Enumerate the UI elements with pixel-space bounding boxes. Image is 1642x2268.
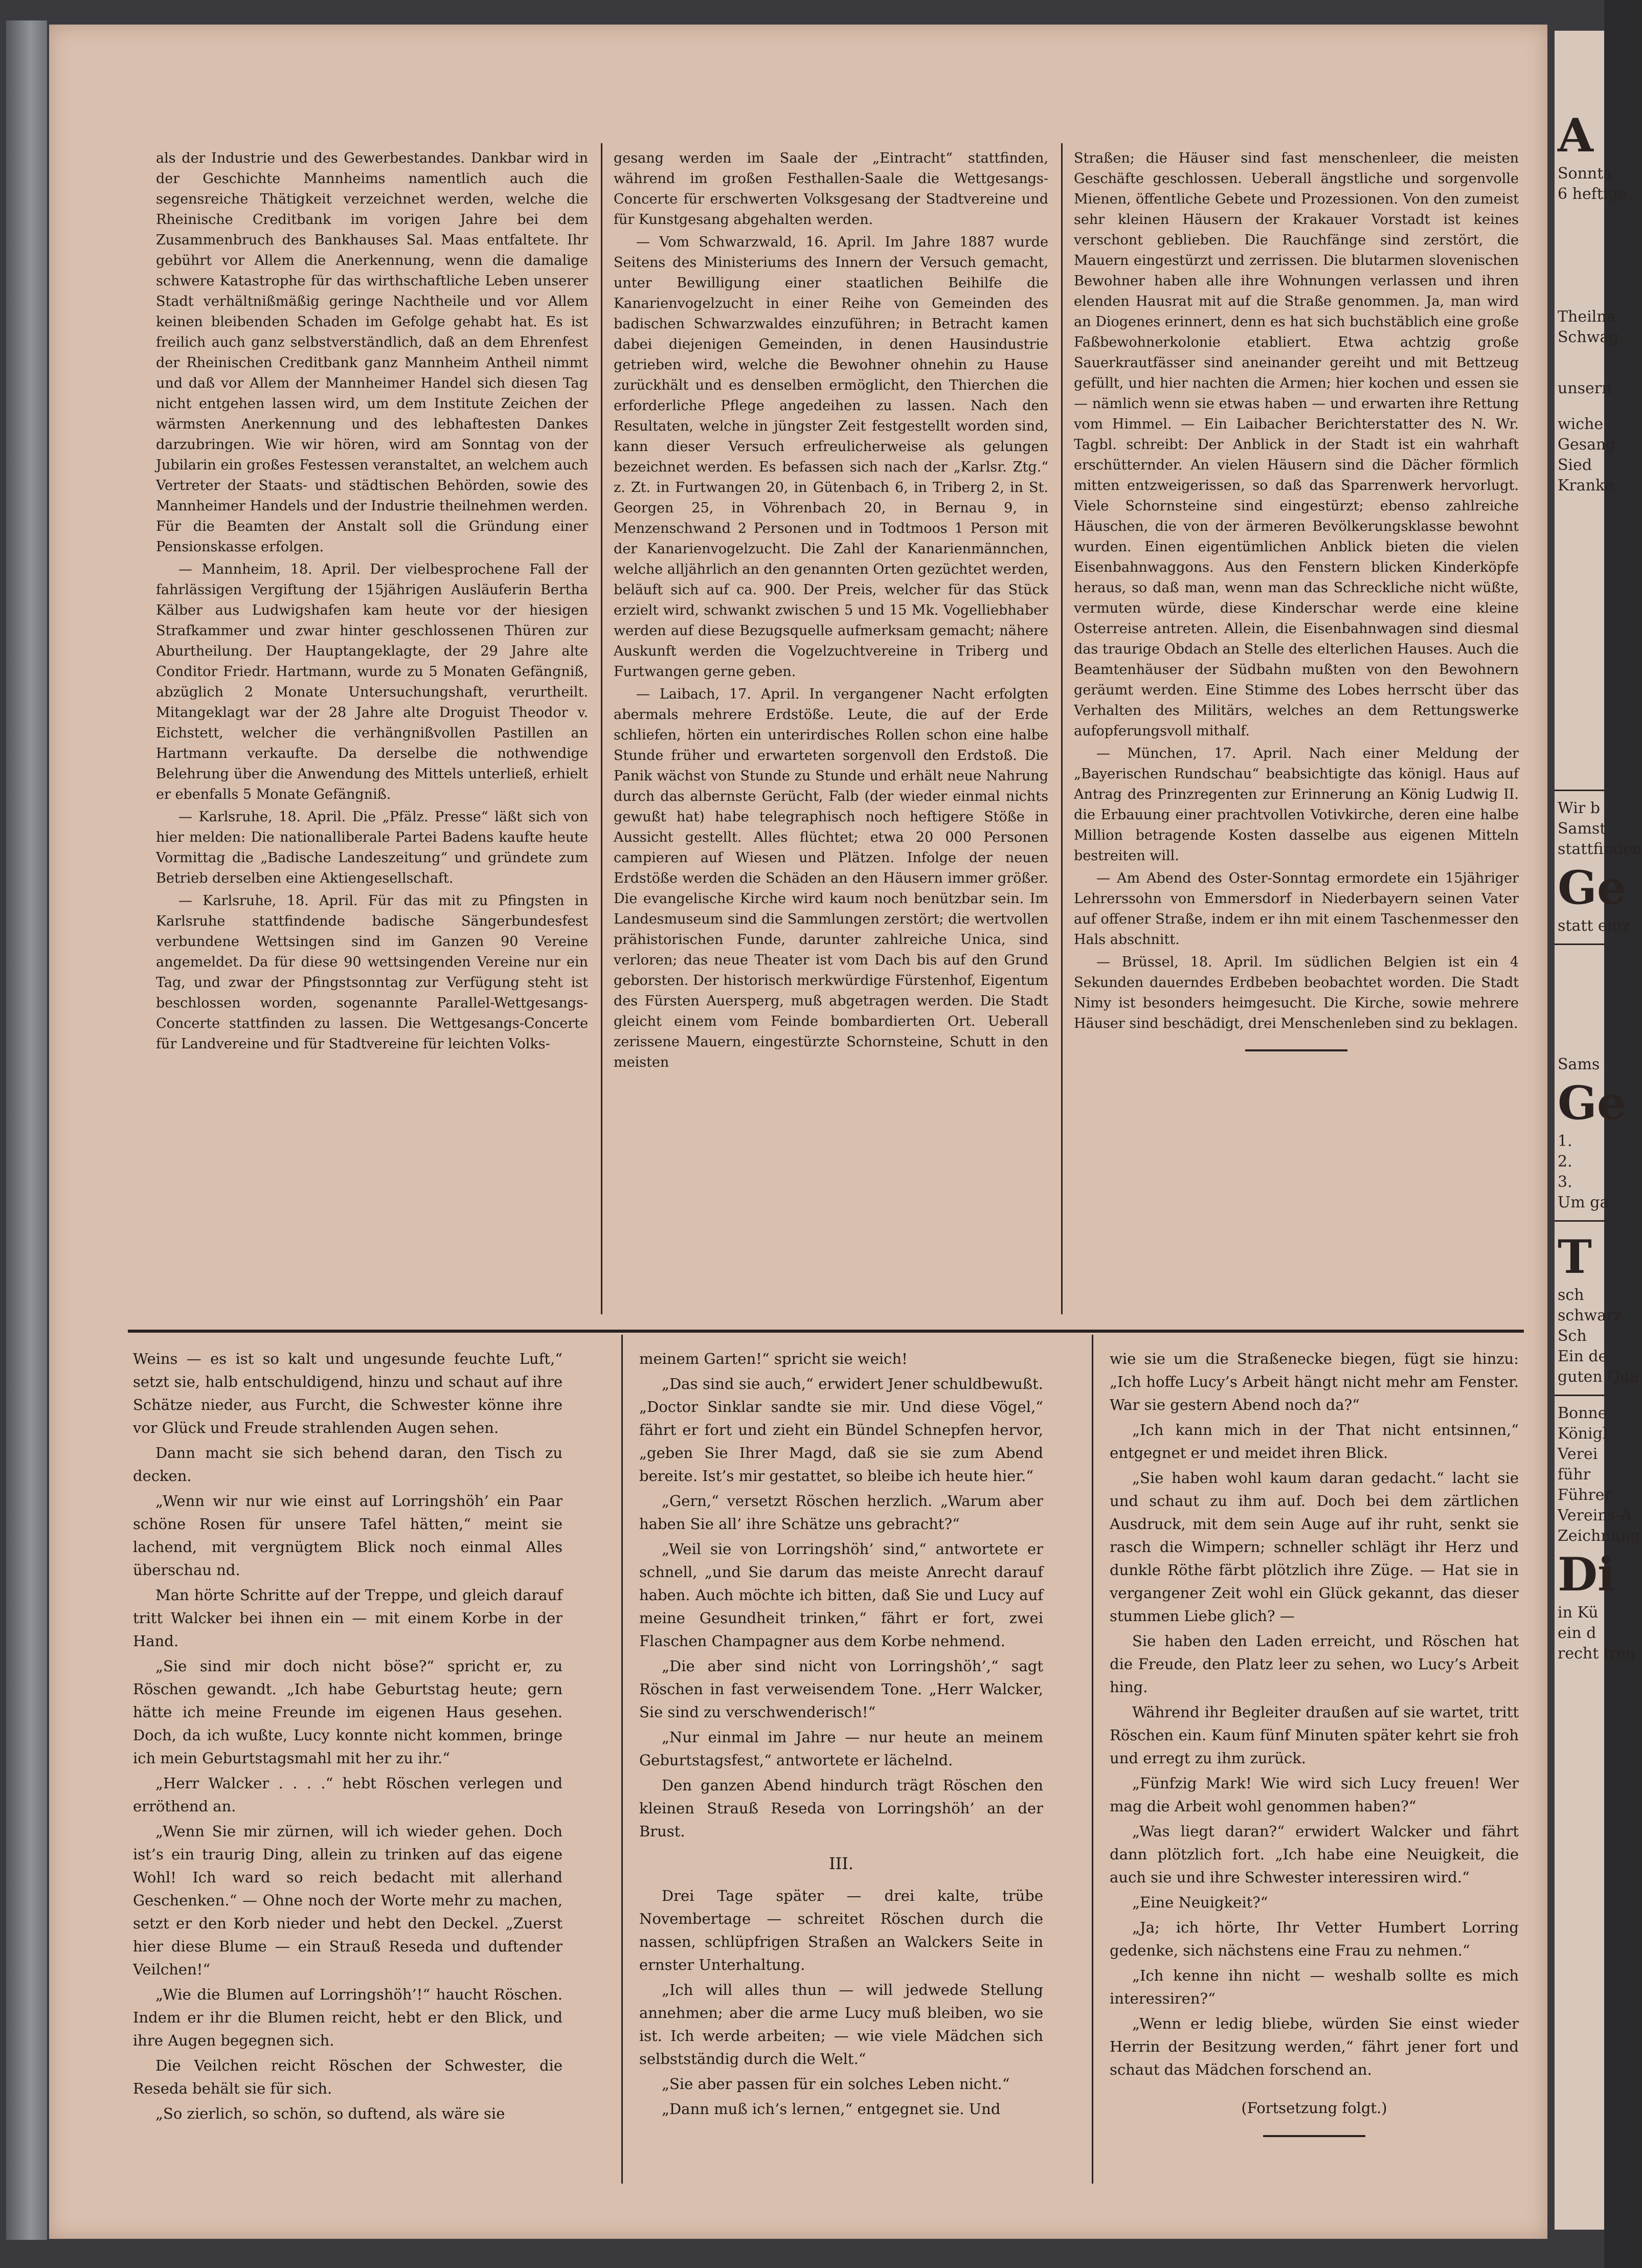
next-page-fragment: Zeichnung	[1558, 1527, 1640, 1545]
next-page-fragment: 3.	[1558, 1173, 1572, 1191]
story-paragraph: „Herr Walcker . . . .“ hebt Röschen verlegen und erröthend an.	[133, 1775, 563, 1815]
column-divider	[1092, 1335, 1093, 2184]
news-paragraph: gesang werden im Saale der „Eintracht“ stattfinden, während im großen Festhallen-Saale die Wettgesangs-Concerte für erschwerten Volksgesang der Stadtvereine und für Kunstgesang abgehalten werden.	[614, 150, 1048, 228]
next-page-fragment: Gesang	[1558, 436, 1616, 454]
story-paragraph: „Sie aber passen für ein solches Leben nicht.“	[662, 2075, 1010, 2093]
next-page-fragment: wiche	[1558, 415, 1604, 433]
next-page-fragment: 1.	[1558, 1132, 1572, 1150]
story-paragraph: „Ich kann mich in der That nicht entsinnen,“ entgegnet er und meidet ihren Blick.	[1110, 1421, 1519, 1462]
feuilleton-column-1	[133, 1348, 563, 2186]
next-page-fragment: Wir b	[1558, 799, 1600, 817]
next-page-rule	[1555, 1220, 1604, 1222]
feuilleton-column-2	[639, 1348, 1043, 2186]
news-paragraph: Straßen; die Häuser sind fast menschenleer, die meisten Geschäfte geschlossen. Ueberall ängstliche und sorgenvolle Mienen, öffentliche Gebete und Prozessionen. Von den zumeist sehr kleinen Häusern der Krakauer Vorstadt ist keines verschont geblieben. Die Rauchfänge sind zerstört, die Mauern eingestürzt und zerrissen. Die blutarmen slovenischen Bewohner haben alle ihre Wohnungen verlassen und ihren elenden Hausrat mit auf die Straße genommen. Ja, man wird an Diogenes erinnert, denn es hat sich buchstäblich eine große Faßbewohnerkolonie etabliert. Etwa achtzig große Sauerkrautfässer sind aneinander gereiht und mit Bettzeug gefüllt, und hier nachten die Armen; hier kochen und essen sie — nämlich wenn sie etwas haben — und erwarten ihre Rettung vom Himmel. — Ein Laibacher Berichterstatter des N. Wr. Tagbl. schreibt: Der Anblick in der Stadt ist ein wahrhaft erschütternder. An vielen Häusern sind die Dächer förmlich mitten entzweigerissen, so daß das Sparrenwerk hervorlugt. Viele Schornsteine sind eingestürzt; ebenso zahlreiche Häuschen, die von der ärmeren Bevölkerungsklasse bewohnt wurden. Einen eigentümlichen Anblick bieten die vielen Eisenbahnwaggons. Aus den Fenstern blicken Kinderköpfe heraus, so daß man, wenn man das Schreckliche nicht wüßte, vermuten würde, diese Kinderschar werde eine kleine Osterreise antreten. Allein, die Eisenbahnwagen sind diesmal das traurige Obdach an Stelle des elterlichen Hauses. Auch die Beamtenhäuser der Südbahn mußten von den Bewohnern geräumt werden. Eine Stimme des Lobes herrscht über das Verhalten des Militärs, welches an dem Rettungswerke aufopferungsvoll mithalf.	[1074, 150, 1519, 739]
next-page-fragment: schwarz	[1558, 1307, 1622, 1324]
adjacent-page-edge	[1555, 31, 1642, 2230]
next-page-fragment: statt einz	[1558, 917, 1630, 935]
news-paragraph: — München, 17. April. Nach einer Meldung der „Bayerischen Rundschau“ beabsichtigte das königl. Haus auf Antrag des Prinzregenten zur Erinnerung an König Ludwig II. die Erbauung einer prachtvollen Votivkirche, deren eine halbe Million betragende Kosten dasselbe aus eigenen Mitteln bestreiten will.	[1074, 746, 1519, 864]
continuation-note: (Fortsetzung folgt.)	[1241, 2099, 1387, 2117]
next-page-fragment: Sonnta	[1558, 165, 1613, 183]
feuilleton-separator-rule	[128, 1330, 1524, 1333]
next-page-fragment: recht freu	[1558, 1645, 1636, 1663]
next-page-fragment: T	[1558, 1230, 1592, 1284]
next-page-rule	[1555, 1395, 1604, 1396]
section-end-rule	[1263, 2135, 1365, 2137]
next-page-fragment: Bonne	[1558, 1404, 1607, 1422]
news-paragraph: — Brüssel, 18. April. Im südlichen Belgien ist ein 4 Sekunden dauerndes Erdbeben beobachtet worden. Die Stadt Nimy ist besonders heimgesucht. Die Kirche, sowie mehrere Häuser sind beschädigt, drei Menschenleben sind zu beklagen.	[1074, 954, 1519, 1031]
story-paragraph: „Die aber sind nicht von Lorringshöh’,“ sagt Röschen in fast verweisendem Tone. „Herr Walcker, Sie sind zu verschwenderisch!“	[639, 1657, 1043, 1721]
story-paragraph: Die Veilchen reicht Röschen der Schwester, die Reseda behält sie für sich.	[133, 2057, 563, 2097]
next-page-fragment: stattfinden	[1558, 840, 1642, 858]
story-paragraph: „Ich kenne ihn nicht — weshalb sollte es mich interessiren?“	[1110, 1967, 1519, 2007]
story-paragraph: „Eine Neuigkeit?“	[1132, 1894, 1268, 1911]
story-paragraph: Dann macht sie sich behend daran, den Tisch zu decken.	[133, 1444, 563, 1485]
next-page-fragment: Ein de	[1558, 1348, 1608, 1365]
next-page-fragment: Sams	[1558, 1056, 1600, 1073]
next-page-fragment: Di	[1558, 1547, 1615, 1602]
next-page-fragment: Ge	[1558, 861, 1627, 915]
next-page-fragment: Sied	[1558, 456, 1592, 474]
story-paragraph: Drei Tage später — drei kalte, trübe Novembertage — schreitet Röschen durch die nassen, schlüpfrigen Straßen an Walckers Seite in ernster Unterhaltung.	[639, 1887, 1043, 1973]
next-page-fragment: Kranke	[1558, 477, 1614, 495]
story-paragraph: meinem Garten!“ spricht sie weich!	[639, 1350, 908, 1367]
story-paragraph: „Dann muß ich’s lernen,“ entgegnet sie. Und	[662, 2100, 1001, 2118]
next-page-fragment: A	[1558, 108, 1593, 163]
story-paragraph: „Sie haben wohl kaum daran gedacht.“ lacht sie und schaut zu ihm auf. Doch bei dem zärtlichen Ausdruck, mit dem sein Auge auf ihr ruht, senkt sie rasch die Wimpern; schneller schlägt ihr Herz und dunkle Röthe färbt plötzlich ihre Züge. — Hat sie in vergangener Zeit wohl ein Glück gekannt, das dieser stummen Liebe glich? —	[1110, 1469, 1519, 1625]
chapter-heading: III.	[828, 1854, 854, 1873]
story-paragraph: „Wenn er ledig bliebe, würden Sie einst wieder Herrin der Besitzung werden,“ fährt jener fort und schaut das Mädchen forschend an.	[1110, 2015, 1519, 2078]
news-paragraph: — Am Abend des Oster-Sonntag ermordete ein 15jähriger Lehrerssohn von Emmersdorf in Niederbayern seinen Vater auf offener Straße, indem er ihn mit einem Taschenmesser den Hals abschnitt.	[1074, 870, 1519, 948]
next-page-fragment: guten Qua	[1558, 1368, 1639, 1386]
next-page-fragment: unsern	[1558, 379, 1612, 397]
next-page-fragment: Schwag	[1558, 328, 1619, 346]
story-paragraph: „Weil sie von Lorringshöh’ sind,“ antwortete er schnell, „und Sie darum das meiste Anrecht darauf haben. Auch möchte ich bitten, daß Sie und Lucy auf meine Gesundheit trinken,“ fährt er fort, zwei Flaschen Champagner aus dem Korbe nehmend.	[639, 1540, 1043, 1650]
story-paragraph: „So zierlich, so schön, so duftend, als wäre sie	[155, 2105, 505, 2122]
news-paragraph: als der Industrie und des Gewerbestandes. Dankbar wird in der Geschichte Mannheims namentlich auch die segensreiche Thätigkeit verzeichnet werden, welche die Rheinische Creditbank im vorigen Jahre bei dem Zusammenbruch des Bankhauses Sal. Maas entfaltete. Ihr gebührt vor Allem die Anerkennung, wenn die damalige schwere Katastrophe für das wirthschaftliche Leben unserer Stadt verhältnißmäßig geringe Nachtheile und vor Allem keinen bleibenden Schaden im Gefolge gehabt hat. Es ist freilich auch ganz selbstverständlich, daß an dem Ehrenfest der Rheinischen Creditbank ganz Mannheim Antheil nimmt und daß vor Allem der Mannheimer Handel sich diesen Tag nicht entgehen lassen wird, um dem Institute Zeichen der wärmsten Anerkennung und des lebhaftesten Dankes darzubringen. Wie wir hören, wird am Sonntag von der Jubilarin ein großes Festessen veranstaltet, an welchem auch Vertreter der Staats- und städtischen Behörden, sowie des Mannheimer Handels und der Industrie theilnehmen werden. Für die Beamten der Anstalt soll die Gründung einer Pensionskasse erfolgen.	[156, 150, 588, 555]
next-page-rule	[1555, 790, 1604, 791]
next-page-fragment: führ	[1558, 1466, 1591, 1484]
story-paragraph: „Sie sind mir doch nicht böse?“ spricht er, zu Röschen gewandt. „Ich habe Geburtstag heute; gern hätte ich meine Freunde im eigenen Haus gesehen. Doch, da ich wußte, Lucy konnte nicht kommen, bringe ich mein Geburtstagsmahl mit her zu ihr.“	[133, 1657, 563, 1767]
news-column-3	[1074, 148, 1519, 1309]
story-paragraph: „Das sind sie auch,“ erwidert Jener schuldbewußt. „Doctor Sinklar sandte sie mir. Und diese Vögel,“ fährt er fort und zieht ein Bündel Schnepfen hervor, „geben Sie Ihrer Magd, daß sie sie zum Abend bereite. Ist’s mir gestattet, so bleibe ich heute hier.“	[639, 1375, 1043, 1485]
next-page-fragment: Ge	[1558, 1076, 1627, 1130]
next-page-fragment: sch	[1558, 1286, 1584, 1304]
story-paragraph: Weins — es ist so kalt und ungesunde feuchte Luft,“ setzt sie, halb entschuldigend, hinzu und schaut auf ihre Schätze nieder, aus Furcht, die Schwester könne ihre vor Glück und Freude strahlenden Augen sehen.	[133, 1350, 563, 1436]
column-divider	[621, 1335, 623, 2184]
news-paragraph: — Laibach, 17. April. In vergangener Nacht erfolgten abermals mehrere Erdstöße. Leute, die auf der Erde schliefen, hörten ein unterirdisches Rollen schon eine halbe Stunde früher und erwarteten sorgenvoll den Erdstoß. Die Panik wächst von Stunde zu Stunde und erhält neue Nahrung durch das albernste Gerücht, Falb (der wieder einmal nichts gewußt hat) habe telegraphisch noch heftigere Stöße in Aussicht gestellt. Alles flüchtet; etwa 20 000 Personen campieren auf Wiesen und Plätzen. Infolge der neuen Erdstöße werden die Schäden an den Häusern immer größer. Die evangelische Kirche wird kaum noch benützbar sein. Im Landesmuseum sind die Sammlungen zerstört; die wertvollen prähistorischen Funde, darunter zahlreiche Unica, sind verloren; das neue Theater ist vom Dach bis auf den Grund geborsten. Der historisch merkwürdige Fürstenhof, Eigentum des Fürsten Auersperg, muß abgetragen werden. Die Stadt gleicht einem vom Feinde bombardierten Ort. Ueberall zerissene Mauern, eingestürzte Schornsteine, Schutt in den meisten	[614, 686, 1048, 1070]
story-paragraph: „Fünfzig Mark! Wie wird sich Lucy freuen! Wer mag die Arbeit wohl genommen haben?“	[1110, 1775, 1519, 1815]
story-paragraph: „Wenn Sie mir zürnen, will ich wieder gehen. Doch ist’s ein traurig Ding, allein zu trinken auf das eigene Wohl! Ich ward so reich bedacht mit allerhand Geschenken.“ — Ohne noch der Worte mehr zu machen, setzt er den Korb nieder und hebt den Deckel. „Zuerst hier diese Blume — ein Strauß Reseda und duftender Veilchen!“	[133, 1823, 563, 1978]
news-paragraph: — Karlsruhe, 18. April. Für das mit zu Pfingsten in Karlsruhe stattfindende badische Sängerbundesfest verbundene Wettsingen sind im Ganzen 90 Vereine angemeldet. Da für diese 90 wettsingenden Vereine nur ein Tag, und zwar der Pfingstsonntag zur Verfügung steht ist beschlossen worden, sogenannte Parallel-Wettgesangs-Concerte stattfinden zu lassen. Die Wettgesangs-Concerte für Landvereine und für Stadtvereine für leichten Volks-	[156, 893, 588, 1052]
section-end-rule	[1245, 1049, 1347, 1051]
next-page-fragment: Königl.	[1558, 1425, 1612, 1443]
feuilleton-column-3	[1110, 1348, 1519, 2186]
story-paragraph: Den ganzen Abend hindurch trägt Röschen den kleinen Strauß Reseda von Lorringshöh’ an der Brust.	[639, 1777, 1043, 1840]
news-paragraph: — Karlsruhe, 18. April. Die „Pfälz. Presse“ läßt sich von hier melden: Die nationalliberale Partei Badens kaufte heute Vormittag die „Badische Landeszeitung“ und gründete zum Betrieb derselben eine Aktiengesellschaft.	[156, 809, 588, 886]
next-page-rule	[1555, 944, 1604, 945]
next-page-fragment: 2.	[1558, 1153, 1572, 1171]
next-page-fragment: Verei	[1558, 1445, 1598, 1463]
book-binding-edge	[6, 20, 47, 2240]
next-page-fragment: Samst	[1558, 820, 1606, 838]
story-paragraph: Man hörte Schritte auf der Treppe, und gleich darauf tritt Walcker bei ihnen ein — mit einem Korbe in der Hand.	[133, 1586, 563, 1650]
news-paragraph: — Vom Schwarzwald, 16. April. Im Jahre 1887 wurde Seitens des Ministeriums des Innern der Versuch gemacht, unter Bewilligung einer staatlichen Beihilfe die Kanarienvogelzucht in einer Reihe von Gemeinden des badischen Schwarzwaldes einzuführen; in Betracht kamen dabei diejenigen Gemeinden, in denen Hausindustrie getrieben wird, welche die Bewohner ohnehin zu Hause zurückhält und es denselben ermöglicht, den Thierchen die erforderliche Pflege angedeihen zu lassen. Nach den Resultaten, welche in jüngster Zeit festgestellt worden sind, kann dieser Versuch erfreulicherweise als gelungen bezeichnet werden. Es befassen sich nach der „Karlsr. Ztg.“ z. Zt. in Furtwangen 20, in Gütenbach 6, in Triberg 2, in St. Georgen 25, in Vöhrenbach 20, in Bernau 9, in Menzenschwand 2 Personen und in Todtmoos 1 Person mit der Kanarienvogelzucht. Die Zahl der Kanarienmännchen, welche alljährlich an den genannten Orten gezüchtet werden, beläuft sich auf ca. 900. Der Preis, welcher für das Stück erzielt wird, schwankt zwischen 5 und 15 Mk. Vogelliebhaber werden auf diese Bezugsquelle aufmerksam gemacht; nähere Auskunft werden die Vogelzuchtvereine in Triberg und Furtwangen gerne geben.	[614, 234, 1048, 680]
news-column-2	[614, 148, 1048, 1309]
column-divider	[1061, 143, 1063, 1314]
story-paragraph: „Ich will alles thun — will jedwede Stellung annehmen; aber die arme Lucy muß bleiben, wo sie ist. Ich werde arbeiten; — wie viele Mädchen sich selbstständig durch die Welt.“	[639, 1981, 1043, 2068]
story-paragraph: „Gern,“ versetzt Röschen herzlich. „Warum aber haben Sie all’ ihre Schätze uns gebracht?“	[639, 1492, 1043, 1533]
next-page-fragment: Führer	[1558, 1486, 1612, 1504]
column-divider	[601, 143, 602, 1314]
story-paragraph: „Nur einmal im Jahre — nur heute an meinem Geburtstagsfest,“ antwortete er lächelnd.	[639, 1728, 1043, 1769]
story-paragraph: Sie haben den Laden erreicht, und Röschen hat die Freude, den Platz leer zu sehen, wo Lucy’s Arbeit hing.	[1110, 1632, 1519, 1696]
next-page-fragment: Sch	[1558, 1327, 1587, 1345]
story-paragraph: wie sie um die Straßenecke biegen, fügt sie hinzu: „Ich hoffe Lucy’s Arbeit hängt nicht mehr am Fenster. War sie gestern Abend noch da?“	[1110, 1350, 1519, 1413]
story-paragraph: „Wie die Blumen auf Lorringshöh’!“ haucht Röschen. Indem er ihr die Blumen reicht, hebt er den Blick, und ihre Augen begegnen sich.	[133, 1986, 563, 2049]
story-paragraph: „Ja; ich hörte, Ihr Vetter Humbert Lorring gedenke, sich nächstens eine Frau zu nehmen.“	[1110, 1919, 1519, 1959]
next-page-fragment: 6 heftige	[1558, 185, 1627, 203]
next-page-fragment: Theilna	[1558, 308, 1616, 326]
next-page-fragment: ein d	[1558, 1624, 1596, 1642]
next-page-fragment: Vereins-A	[1558, 1507, 1632, 1524]
story-paragraph: Während ihr Begleiter draußen auf sie wartet, tritt Röschen ein. Kaum fünf Minuten später kehrt sie froh und erregt zu ihm zurück.	[1110, 1703, 1519, 1767]
news-column-1	[156, 148, 588, 1309]
story-paragraph: „Wenn wir nur wie einst auf Lorringshöh’ ein Paar schöne Rosen für unsere Tafel hätten,“ meint sie lachend, mit vergnügtem Blick noch einmal Alles überschau nd.	[133, 1492, 563, 1579]
news-paragraph: — Mannheim, 18. April. Der vielbesprochene Fall der fahrlässigen Vergiftung der 15jährigen Ausläuferin Bertha Kälber aus Ludwigshafen kam heute vor der hiesigen Strafkammer und zwar hinter geschlossenen Thüren zur Aburtheilung. Der Hauptangeklagte, der 29 Jahre alte Conditor Friedr. Hartmann, wurde zu 5 Monaten Gefängniß, abzüglich 2 Monate Untersuchungshaft, verurtheilt. Mitangeklagt war der 28 Jahre alte Droguist Theodor v. Eichstett, welcher die verhängnißvollen Pastillen an Hartmann verkaufte. Da derselbe die nothwendige Belehrung über die Anwendung des Mittels unterließ, erhielt er ebenfalls 5 Monate Gefängniß.	[156, 562, 588, 802]
next-page-fragment: Um ga	[1558, 1194, 1609, 1211]
next-page-fragment: in Kü	[1558, 1604, 1599, 1622]
story-paragraph: „Was liegt daran?“ erwidert Walcker und fährt dann plötzlich fort. „Ich habe eine Neuigkeit, die auch sie und ihre Schwester interessiren wird.“	[1110, 1823, 1519, 1886]
